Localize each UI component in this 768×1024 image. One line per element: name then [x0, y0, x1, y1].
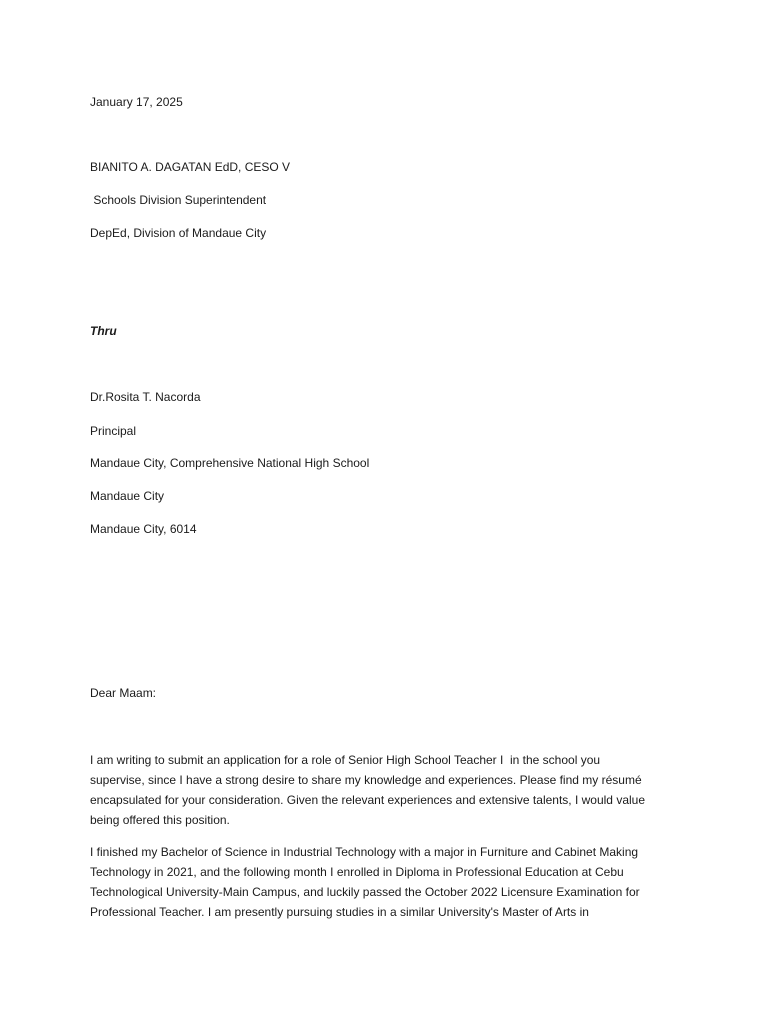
paragraph-line: Technological University-Main Campus, and luckily passed the October 2022 Licensure Examination for [90, 885, 640, 899]
via-city: Mandaue City [90, 489, 165, 503]
paragraph-line: I am writing to submit an application for a role of Senior High School Teacher I in the school you [90, 753, 601, 767]
via-name: Dr.Rosita T. Nacorda [90, 390, 201, 404]
paragraph-line: Technology in 2021, and the following month I enrolled in Diploma in Professional Education at Cebu [90, 865, 624, 879]
thru-label: Thru [90, 324, 117, 338]
paragraph-line: I finished my Bachelor of Science in Industrial Technology with a major in Furniture and Cabinet Making [90, 845, 639, 859]
paragraph-line: Professional Teacher. I am presently pursuing studies in a similar University's Master of Arts in [90, 905, 589, 919]
paragraph-line: supervise, since I have a strong desire to share my knowledge and experiences. Please find my résumé [90, 773, 642, 787]
via-title: Principal [90, 424, 137, 438]
recipient-name: BIANITO A. DAGATAN EdD, CESO V [90, 160, 291, 174]
via-school: Mandaue City, Comprehensive National High School [90, 456, 370, 470]
paragraph-line: encapsulated for your consideration. Given the relevant experiences and extensive talents, I would value [90, 793, 645, 807]
recipient-title: Schools Division Superintendent [90, 193, 267, 207]
via-address: Mandaue City, 6014 [90, 522, 197, 536]
paragraph-line: being offered this position. [90, 813, 230, 827]
salutation: Dear Maam: [90, 686, 157, 700]
recipient-office: DepEd, Division of Mandaue City [90, 226, 267, 240]
letter-date: January 17, 2025 [90, 95, 183, 109]
